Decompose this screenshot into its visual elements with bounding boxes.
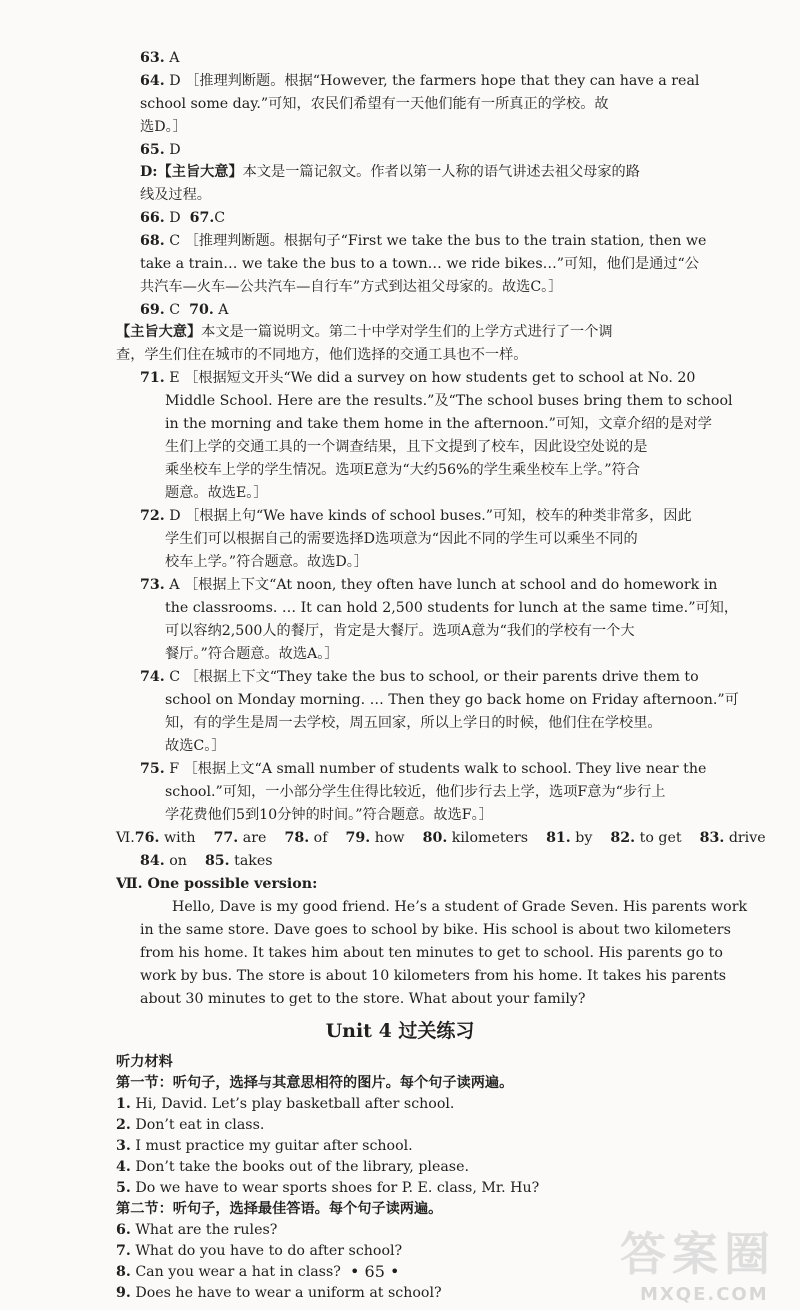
answer-73-line1: 73. A ［根据上下文“At noon, they often have lunch at school and do homework in: [140, 577, 718, 593]
answer-68-line2: take a train… we take the bus to a town… we ride bikes…”可知，他们是通过“公: [140, 256, 699, 272]
answer-71-line5: 乘坐校车上学的学生情况。选项E意为“大约56%的学生乘坐校车上学。”符合: [165, 462, 640, 478]
section-7-heading: Ⅶ. One possible version:: [116, 876, 318, 892]
answer-72-line1: 72. D ［根据上句“We have kinds of school buses.”可知，校车的种类非常多，因此: [140, 508, 692, 524]
answer-64-line1: 64. D ［推理判断题。根据“However, the farmers hope that they can have a real: [140, 73, 700, 89]
answer-69-70: 69. C 70. A: [140, 302, 229, 318]
listening-sentence-4: 4. Don’t take the books out of the library, please.: [116, 1159, 469, 1175]
listening-heading: 听力材料: [116, 1054, 173, 1070]
listening-sentence-6: 6. What are the rules?: [116, 1222, 278, 1238]
answer-65: 65. D: [140, 142, 181, 158]
listening-sentence-3: 3. I must practice my guitar after school.: [116, 1138, 413, 1154]
listening-sentence-7: 7. What do you have to do after school?: [116, 1243, 403, 1259]
essay-line1: Hello, Dave is my good friend. He’s a student of Grade Seven. His parents work: [172, 899, 748, 915]
answer-73-line2: the classrooms. … It can hold 2,500 students for lunch at the same time.”可知，: [165, 600, 739, 616]
main-idea-d-line1: D:【主旨大意】本文是一篇记叙文。作者以第一人称的语气讲述去祖父母家的路: [140, 164, 640, 180]
listening-sentence-1: 1. Hi, David. Let’s play basketball after school.: [116, 1096, 455, 1112]
answer-75-line3: 学花费他们5到10分钟的时间。”符合题意。故选F。］: [165, 807, 493, 823]
answer-75-line1: 75. F ［根据上文“A small number of students walk to school. They live near the: [140, 761, 707, 777]
listening-part1-heading: 第一节：听句子，选择与其意思相符的图片。每个句子读两遍。: [116, 1075, 514, 1091]
answer-66-67: 66. D 67.C: [140, 210, 226, 226]
listening-sentence-2: 2. Don’t eat in class.: [116, 1117, 265, 1133]
essay-line2: in the same store. Dave goes to school by bike. His school is about two kilometers: [140, 922, 731, 938]
section-6-answers-line2: 84. on 85. takes: [140, 853, 273, 869]
answer-64-line2: school some day.”可知，农民们希望有一天他们能有一所真正的学校。故: [140, 96, 609, 112]
answer-75-line2: school.”可知，一小部分学生住得比较近，他们步行去上学，选项F意为“步行上: [165, 784, 666, 800]
answer-64-line3: 选D。］: [140, 119, 187, 135]
answer-71-line2: Middle School. Here are the results.”及“The school buses bring them to school: [165, 393, 733, 409]
essay-line3: from his home. It takes him about ten minutes to get to school. His parents go to: [140, 945, 723, 961]
essay-line5: about 30 minutes to get to the store. What about your family?: [140, 991, 586, 1007]
page-number: • 65 •: [350, 1262, 400, 1281]
answer-74-line4: 故选C。］: [165, 738, 226, 754]
listening-sentence-8: 8. Can you wear a hat in class?: [116, 1264, 341, 1280]
answer-71-line1: 71. E ［根据短文开头“We did a survey on how students get to school at No. 20: [140, 370, 696, 386]
answer-68-line1: 68. C ［推理判断题。根据句子“First we take the bus to the train station, then we: [140, 233, 707, 249]
listening-sentence-9: 9. Does he have to wear a uniform at school?: [116, 1285, 442, 1301]
watermark-logo: 答案圈: [620, 1227, 776, 1281]
main-idea-d-line2: 线及过程。: [140, 187, 211, 203]
answer-73-line4: 餐厅。”符合题意。故选A。］: [165, 646, 339, 662]
answer-74-line2: school on Monday morning. … Then they go back home on Friday afternoon.”可: [165, 692, 739, 708]
answer-72-line3: 校车上学。”符合题意。故选D。］: [165, 554, 369, 570]
answer-63: 63. A: [140, 50, 180, 66]
essay-line4: work by bus. The store is about 10 kilometers from his home. It takes his parents: [140, 968, 727, 984]
answer-72-line2: 学生们可以根据自己的需要选择D选项意为“因此不同的学生可以乘坐不同的: [165, 531, 638, 547]
answer-71-line3: in the morning and take them home in the afternoon.”可知，文章介绍的是对学: [165, 416, 712, 432]
listening-part2-heading: 第二节：听句子，选择最佳答语。每个句子读两遍。: [116, 1201, 443, 1217]
unit-title: Unit 4 过关练习: [325, 1020, 475, 1042]
answer-71-line6: 题意。故选E。］: [165, 485, 268, 501]
main-idea-e-line2: 查，学生们住在城市的不同地方，他们选择的交通工具也不一样。: [116, 347, 528, 363]
section-6-answers-line1: Ⅵ.76. with 77. are 78. of 79. how 80. kilometers 81. by 82. to get 83. drive: [116, 830, 766, 846]
answer-74-line3: 知，有的学生是周一去学校，周五回家，所以上学日的时候，他们住在学校里。: [165, 715, 662, 731]
listening-sentence-5: 5. Do we have to wear sports shoes for P. E. class, Mr. Hu?: [116, 1180, 540, 1196]
main-idea-e-line1: 【主旨大意】本文是一篇说明文。第二十中学对学生们的上学方式进行了一个调: [116, 324, 613, 340]
answer-74-line1: 74. C ［根据上下文“They take the bus to school, or their parents drive them to: [140, 669, 699, 685]
answer-68-line3: 共汽车—火车—公共汽车—自行车”方式到达祖父母家的。故选C。］: [140, 279, 563, 295]
answer-73-line3: 可以容纳2,500人的餐厅，肯定是大餐厅。选项A意为“我们的学校有一个大: [165, 623, 635, 639]
watermark-url: MXQE.COM: [640, 1284, 769, 1305]
answer-71-line4: 生们上学的交通工具的一个调查结果，且下文提到了校车，因此设空处说的是: [165, 439, 648, 455]
